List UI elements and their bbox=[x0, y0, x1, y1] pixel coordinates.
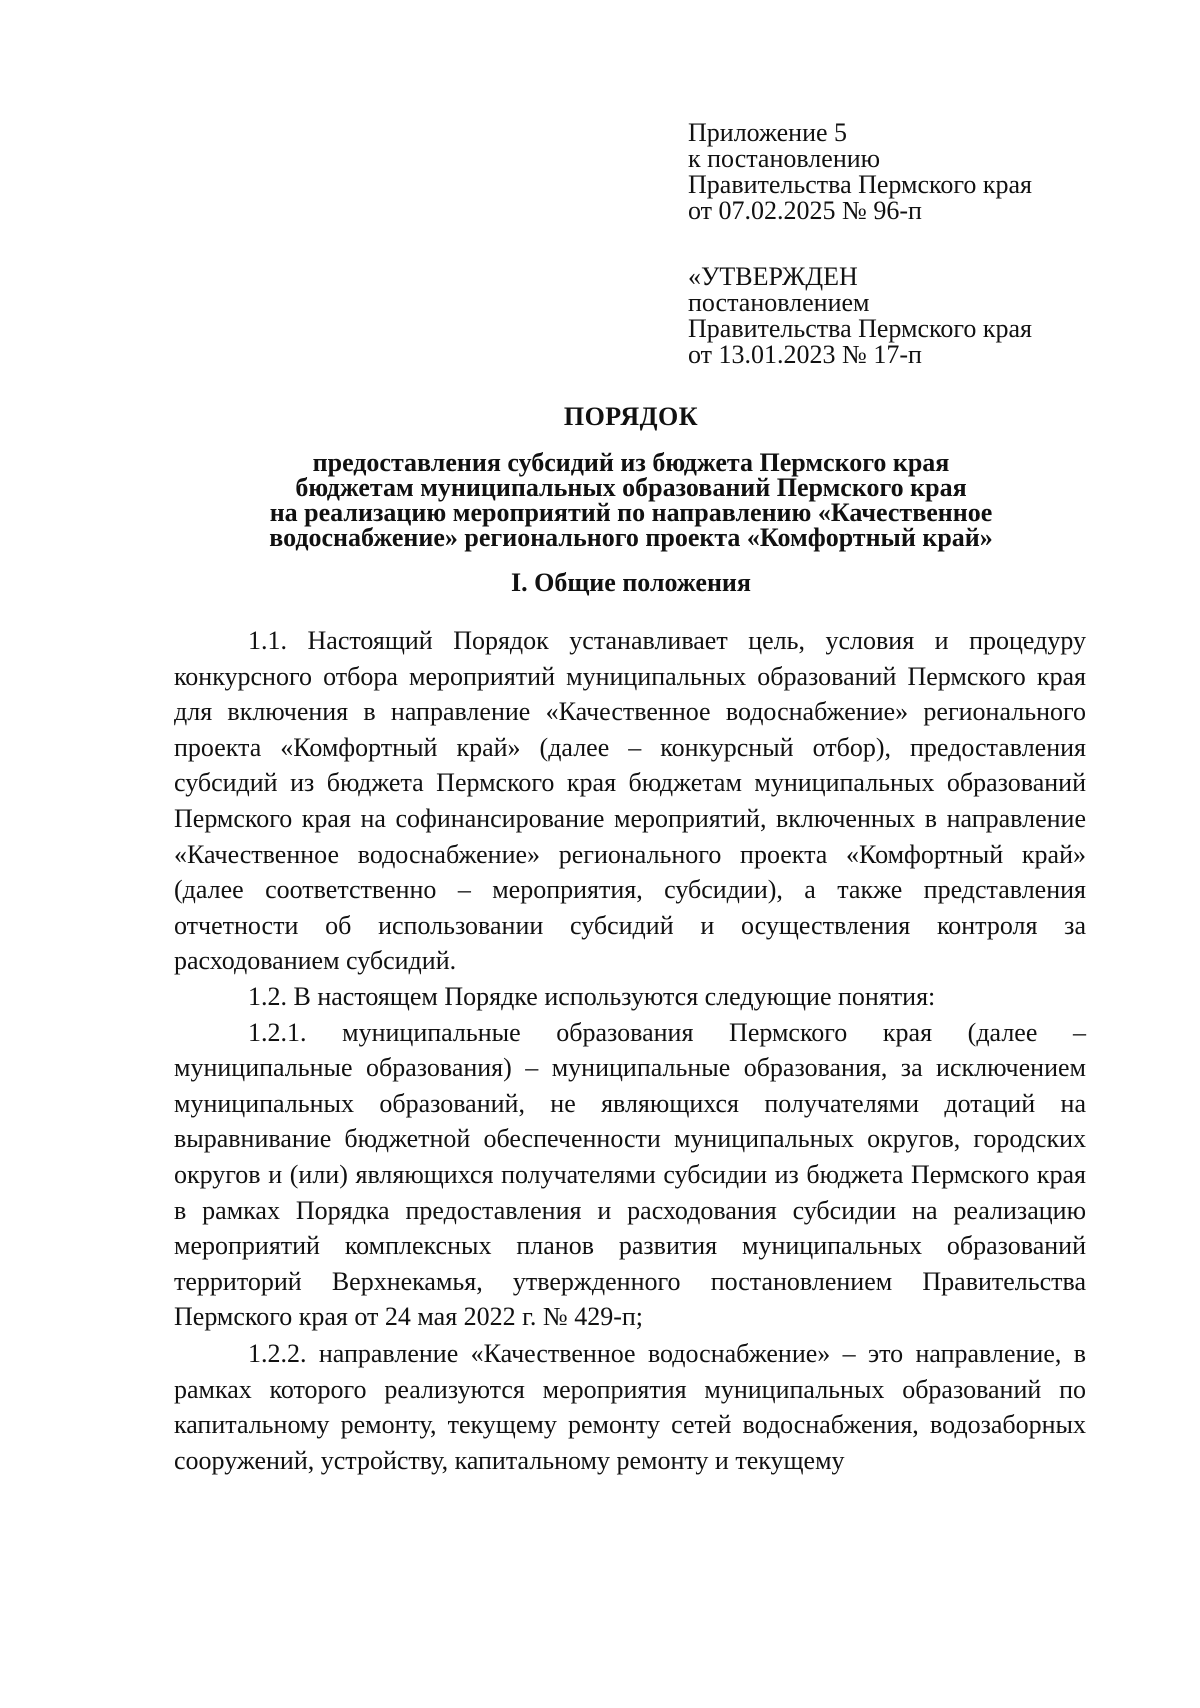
appendix-reference bbox=[688, 120, 1032, 224]
document-subtitle bbox=[0, 450, 1200, 550]
approval-line: от 13.01.2023 № 17-п bbox=[688, 340, 922, 369]
paragraph-1-1: 1.1. Настоящий Порядок устанавливает цель, условия и процедуру конкурсного отбора мероприятий муниципальных образований Пермского края для включения в направление «Качественное водоснабжение» регионального проекта «Комфортный край» (далее – конкурсный отбор), предоставления субсидий из бюджета Пермского края бюджетам муниципальных образований Пермского края на софинансирование мероприятий, включенных в направление «Качественное водоснабжение» регионального проекта «Комфортный край» (далее соответственно – мероприятия, субсидии), а также представления отчетности об использовании субсидий и осуществления контроля за расходованием субсидий. bbox=[174, 626, 1086, 976]
appendix-line: Правительства Пермского края bbox=[688, 170, 1032, 199]
appendix-line: от 07.02.2025 № 96-п bbox=[688, 196, 922, 225]
document-body-continued bbox=[174, 1336, 1086, 1478]
document-body bbox=[174, 623, 1086, 1335]
approval-line: «УТВЕРЖДЕН bbox=[688, 262, 858, 291]
subtitle-line: предоставления субсидий из бюджета Пермского края bbox=[312, 448, 950, 477]
paragraph-1-2: 1.2. В настоящем Порядке используются следующие понятия: bbox=[248, 981, 936, 1011]
subtitle-line: водоснабжение» регионального проекта «Комфортный край» bbox=[269, 523, 993, 552]
approval-line: постановлением bbox=[688, 288, 870, 317]
approval-line: Правительства Пермского края bbox=[688, 314, 1032, 343]
approval-stamp-text bbox=[688, 264, 1032, 368]
document-title: ПОРЯДОК bbox=[563, 402, 699, 431]
appendix-line: к постановлению bbox=[688, 144, 881, 173]
subtitle-line: бюджетам муниципальных образований Пермского края bbox=[295, 473, 967, 502]
paragraph-1-2-2: 1.2.2. направление «Качественное водоснабжение» – это направление, в рамках которого реализуются мероприятия муниципальных образований по капитальному ремонту, текущему ремонту сетей водоснабжения, водозаборных сооружений, устройству, капитальному ремонту и текущему bbox=[174, 1339, 1086, 1475]
subtitle-line: на реализацию мероприятий по направлению «Качественное bbox=[269, 498, 993, 527]
appendix-line: Приложение 5 bbox=[688, 118, 848, 147]
paragraph-1-2-1: 1.2.1. муниципальные образования Пермского края (далее – муниципальные образования) – муниципальные образования, за исключением муниципальных образований, не являющихся получателями дотаций на выравнивание бюджетной обеспеченности муниципальных округов, городских округов и (или) являющихся получателями субсидии из бюджета Пермского края в рамках Порядка предоставления и расходования субсидии на реализацию мероприятий комплексных планов развития муниципальных образований территорий Верхнекамья, утвержденного постановлением Правительства Пермского края от 24 мая 2022 г. № 429-п; bbox=[174, 1017, 1086, 1332]
section-heading: I. Общие положения bbox=[511, 568, 751, 597]
